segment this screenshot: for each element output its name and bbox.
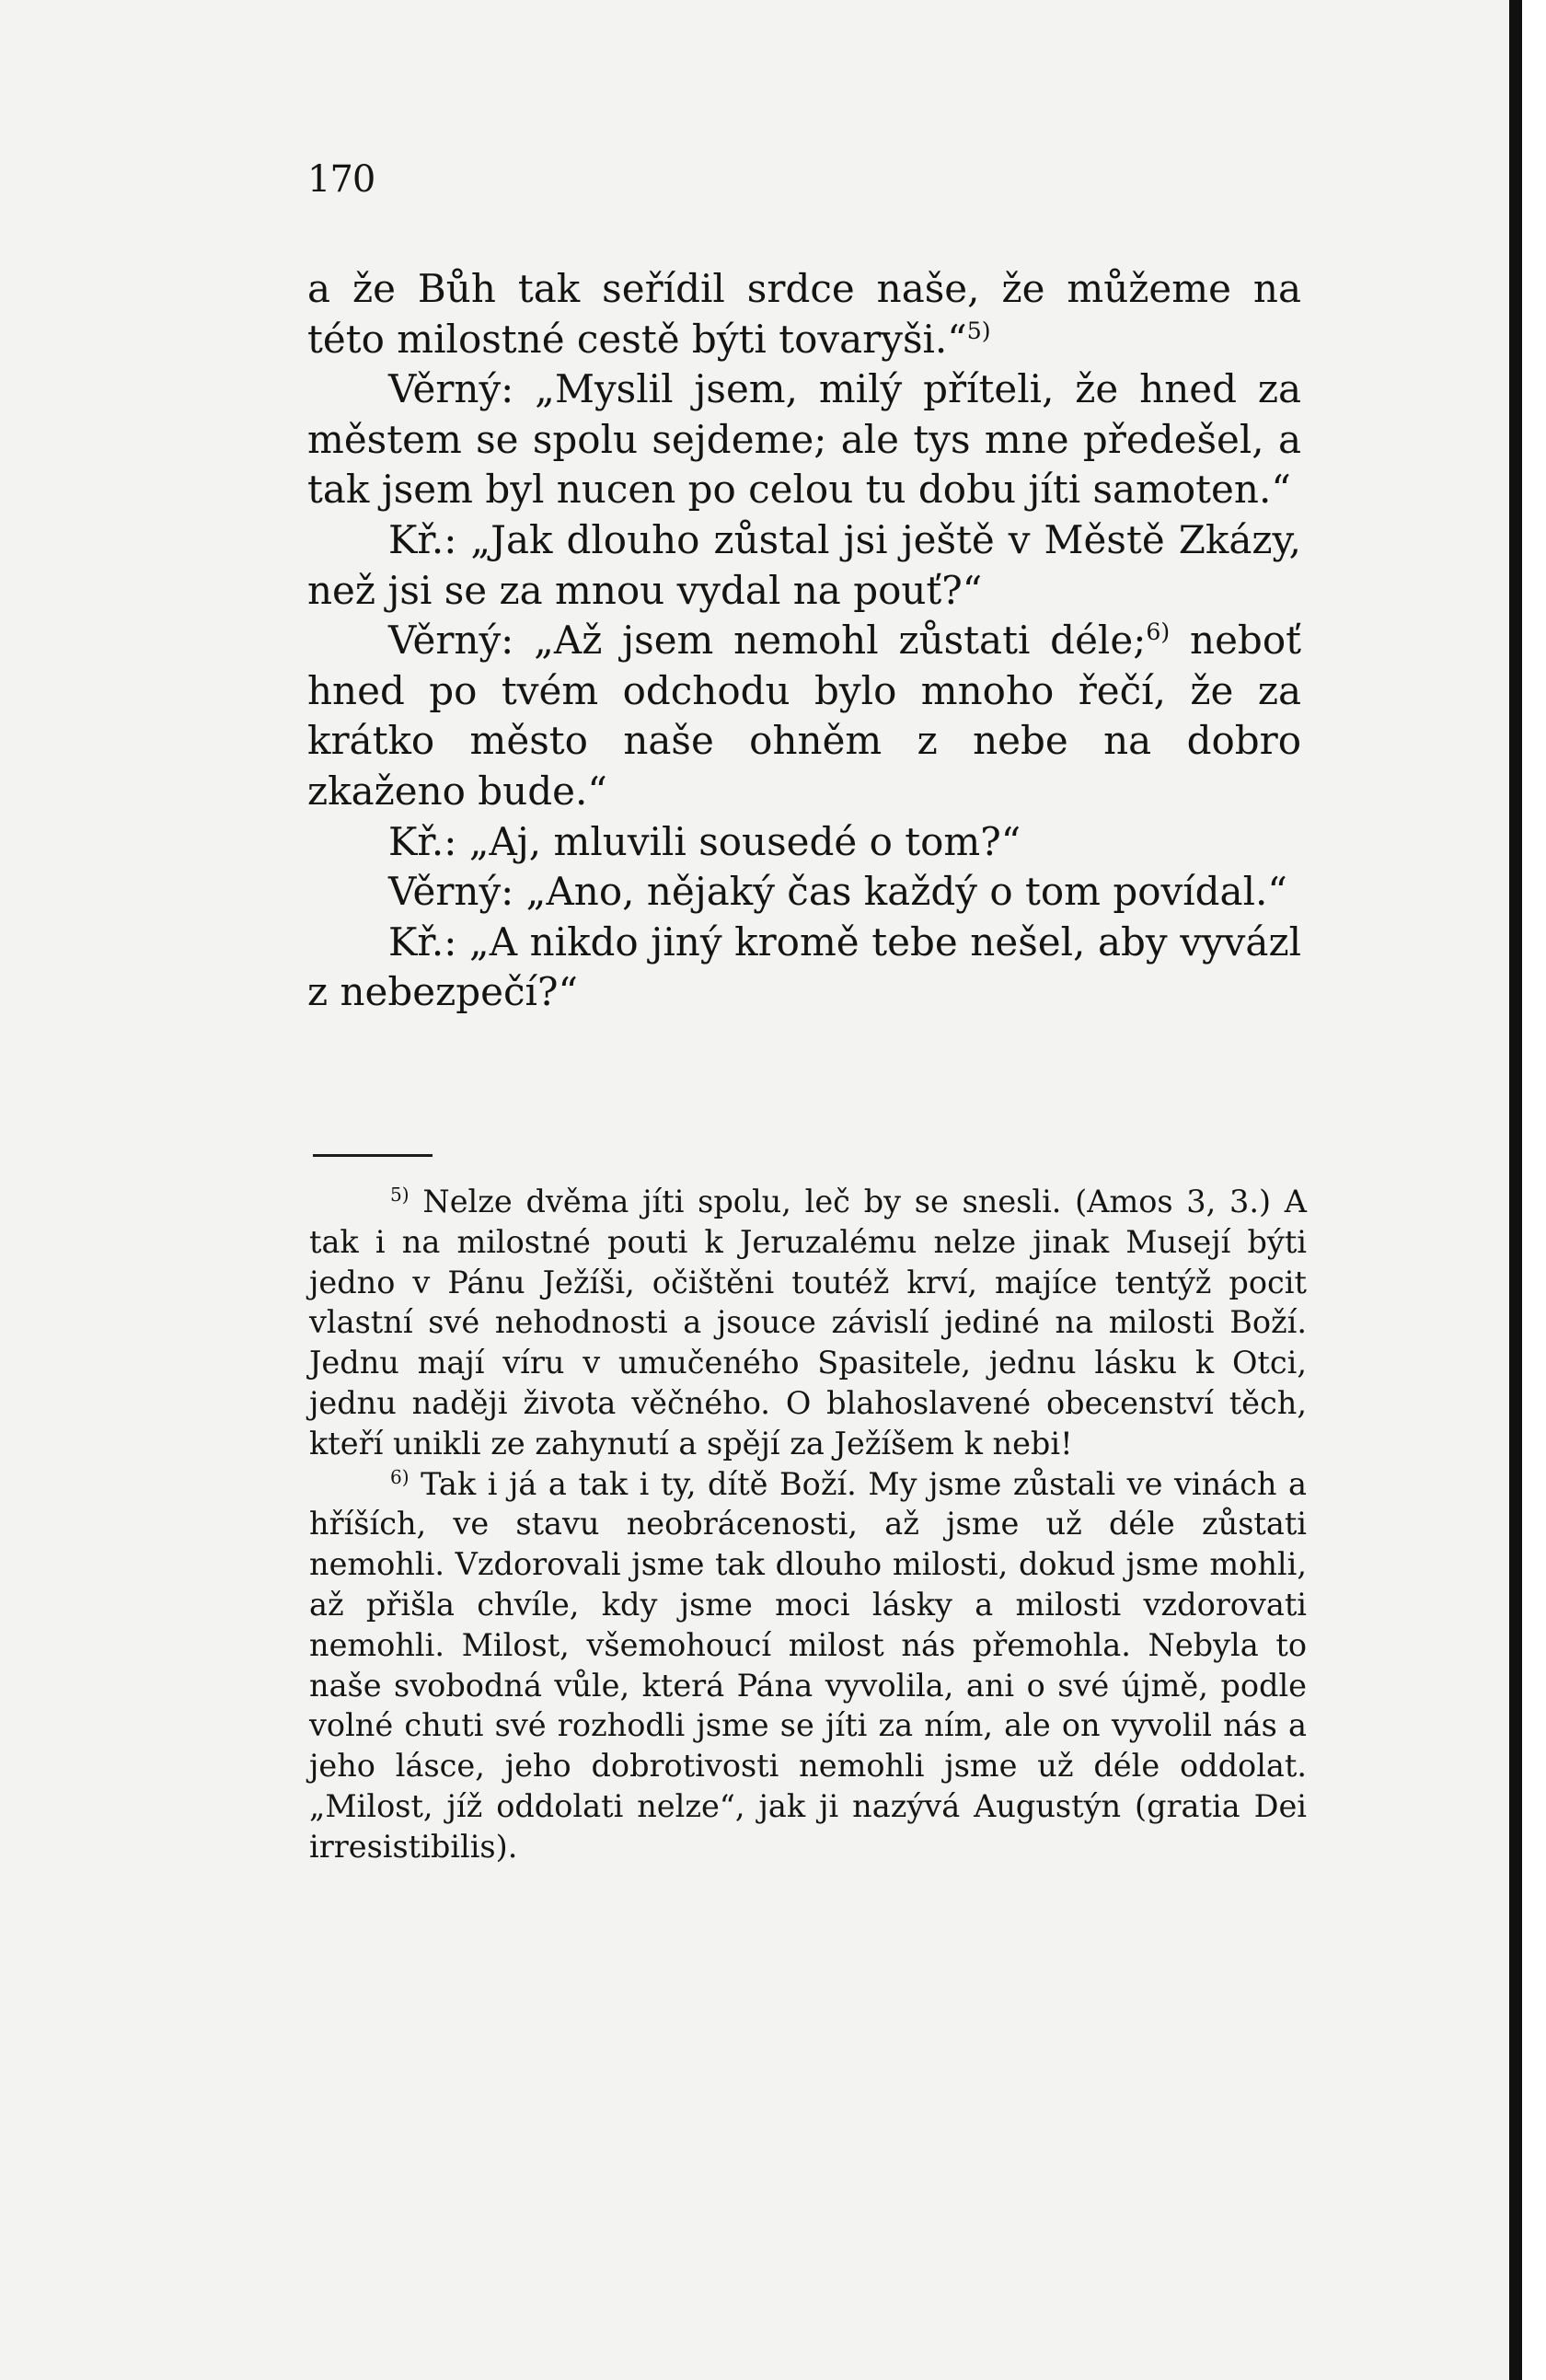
footnote (309, 1464, 1307, 1867)
paragraph: Kř.: „A nikdo jiný kromě tebe nešel, aby vyvázl z nebezpečí?“ (307, 918, 1301, 1015)
paragraph: Kř.: „Jak dlouho zůstal jsi ještě v Městě Zkázy, než jsi se za mnou vydal na pouť?“ (307, 516, 1301, 613)
footnote-text: Nelze dvěma jíti spolu, leč by se snesli. (Amos 3, 3.) A tak i na milostné pouti k Jeruzalému nelze jinak Musejí býti jedno v Pánu Ježíši, očištěni toutéž krví, majíce tentýž pocit vlastní své nehodnosti a jsouce závislí jediné na milosti Boží. Jednu mají víru v umučeného Spasitele, jednu lásku k Otci, jednu naději života věčného. O blahoslavené obecenství těch, kteří unikli ze zahynutí a spějí za Ježíšem k nebi! (309, 1184, 1307, 1462)
footnote (309, 1182, 1307, 1464)
footnote-text: Tak i já a tak i ty, dítě Boží. My jsme zůstali ve vinách a hříších, ve stavu neobrácenosti, až jsme už déle zůstati nemohli. Vzdorovali jsme tak dlouho milosti, dokud jsme mohli, až přišla chvíle, kdy jsme moci lásky a milosti vzdorovati nemohli. Milost, všemohoucí milost nás přemohla. Nebyla to naše svobodná vůle, která Pána vyvolila, ani o své újmě, podle volné chuti své rozhodli jsme se jíti za ním, ale on vyvolil nás a jeho lásce, jeho dobrotivosti nemohli jsme už déle oddolat. „Milost, jíž oddolati nelze“, jak ji nazývá Augustýn (gratia Dei irresistibilis). (309, 1465, 1307, 1865)
footnote-marker: 6) (390, 1465, 410, 1488)
footnote-ref: 5) (966, 317, 991, 344)
paragraph: Věrný: „Myslil jsem, milý příteli, že hned za městem se spolu sejdeme; ale tys mne předešel, a tak jsem byl nucen po celou tu dobu jíti samoten.“ (307, 366, 1301, 513)
footnote-ref: 6) (1146, 618, 1171, 646)
footnotes (309, 1182, 1307, 1867)
text-run: a že Bůh tak seřídil srdce naše, že můžeme na této milostné cestě býti tovaryši.“ (307, 266, 1301, 362)
paragraph (307, 616, 1301, 816)
paragraph (307, 264, 1301, 364)
main-text (307, 264, 1301, 1018)
page-edge-shadow (1509, 0, 1522, 2380)
paragraph: Věrný: „Ano, nějaký čas každý o tom povídal.“ (388, 869, 1287, 915)
footnote-marker: 5) (390, 1183, 410, 1206)
text-run: Věrný: „Až jsem nemohl zůstati déle; (388, 618, 1147, 664)
paragraph: Kř.: „Aj, mluvili sousedé o tom?“ (388, 818, 1021, 864)
page-number: 170 (307, 158, 375, 201)
footnote-divider (313, 1154, 433, 1157)
text-run: neboť hned po tvém odchodu bylo mnoho řečí, že za krátko město naše ohněm z nebe na dobro zkaženo bude.“ (307, 618, 1301, 814)
